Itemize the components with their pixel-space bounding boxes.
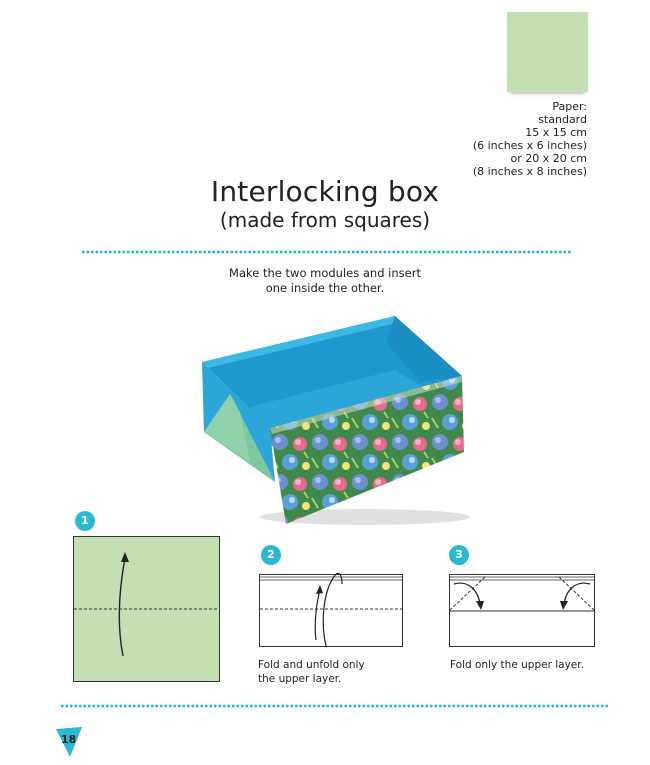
step-3-badge: 3 — [449, 545, 469, 565]
instruction-line: one inside the other. — [265, 281, 385, 295]
step-3-caption — [450, 658, 584, 672]
instruction-line: Make the two modules and insert — [229, 266, 421, 280]
step-2-diagram — [256, 570, 406, 650]
caption-line: Fold and unfold only — [258, 659, 365, 671]
step-1-diagram — [73, 536, 220, 682]
paper-line: (6 inches x 6 inches) — [472, 139, 587, 152]
paper-line: 15 x 15 cm — [525, 126, 587, 139]
page-title: Interlocking box — [210, 175, 440, 208]
paper-line: or 20 x 20 cm — [510, 152, 587, 165]
step-2-caption — [258, 658, 365, 686]
page-subtitle: (made from squares) — [219, 208, 431, 232]
instruction-text — [0, 266, 650, 296]
origami-box-photo — [190, 312, 480, 527]
caption-line: the upper layer. — [258, 673, 342, 685]
step-1-badge: 1 — [75, 511, 95, 531]
paper-line: standard — [538, 113, 587, 126]
dotted-divider-top — [81, 250, 571, 254]
paper-info — [473, 100, 587, 178]
paper-label: Paper: — [552, 100, 587, 113]
paper-line: (8 inches x 8 inches) — [472, 165, 587, 178]
paper-swatch — [507, 12, 588, 92]
step-3-diagram — [446, 570, 598, 650]
step-2-badge: 2 — [261, 545, 281, 565]
dotted-divider-bottom — [60, 704, 608, 708]
caption-line: Fold only the upper layer. — [450, 659, 584, 671]
page-number: 18 — [61, 733, 77, 746]
